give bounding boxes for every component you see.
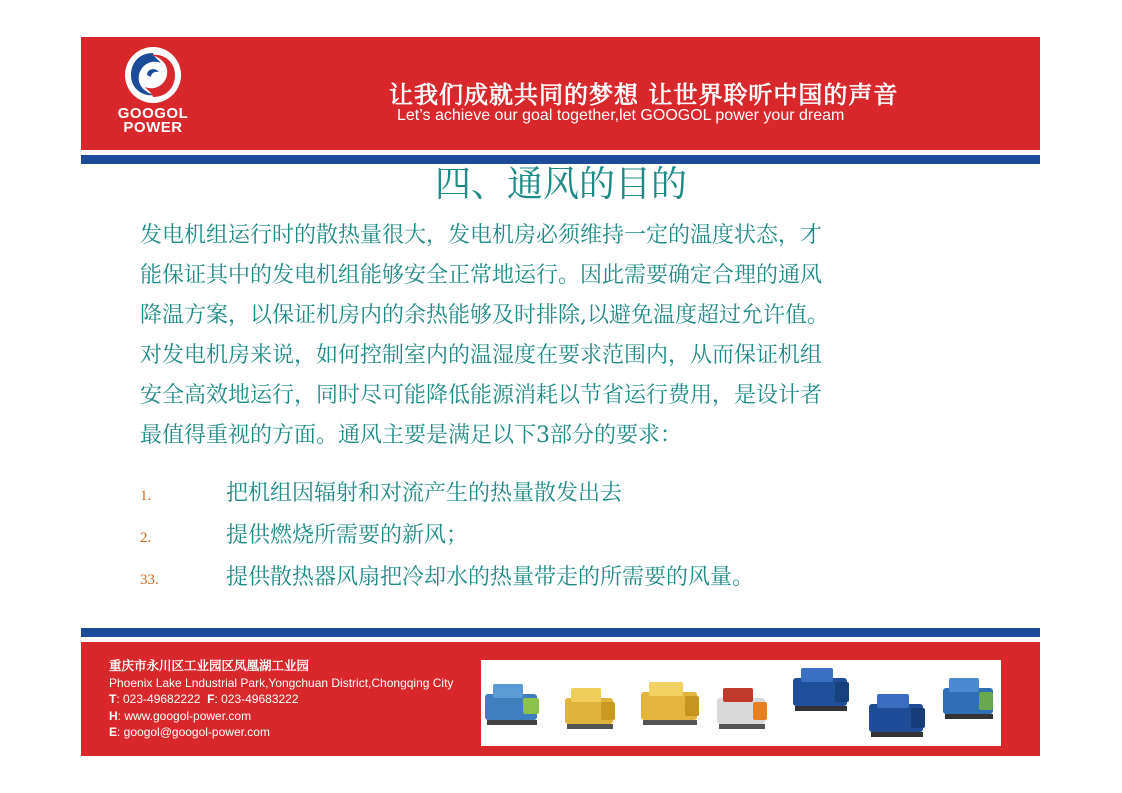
list-number: 2.: [140, 530, 152, 546]
paragraph-line: 最值得重视的方面。通风主要是满足以下3部分的要求：: [140, 423, 682, 448]
paragraph-line: 对发电机房来说，如何控制室内的温湿度在要求范围内，从而保证机组: [140, 343, 823, 368]
footer-banner: [81, 642, 1040, 756]
swirl-logo-icon: [125, 47, 181, 103]
body-paragraph: [140, 216, 990, 456]
list-text: 提供散热器风扇把冷却水的热量带走的所需要的风量。: [226, 565, 755, 590]
paragraph-line: 能保证其中的发电机组能够安全正常地运行。因此需要确定合理的通风: [140, 263, 823, 288]
generator-image: [793, 668, 849, 711]
footer-divider-blue: [81, 628, 1040, 637]
contact-block: [109, 658, 453, 741]
list-item: [140, 560, 1020, 596]
list-item: [140, 476, 1020, 512]
generator-products-panel: [481, 660, 1001, 746]
website-line: H: www.googol-power.com: [109, 708, 252, 723]
generator-set-images: [481, 660, 1001, 746]
generator-image: [869, 694, 925, 737]
header-banner: [81, 37, 1040, 150]
paragraph-line: 降温方案，以保证机房内的余热能够及时排除,以避免温度超过允许值。: [140, 303, 829, 328]
address-english: Phoenix Lake Lndustrial Park,Yongchuan District,Chongqing City: [109, 675, 454, 690]
paragraph-line: 发电机组运行时的散热量很大，发电机房必须维持一定的温度状态，才: [140, 223, 823, 248]
slide-title: 四、通风的目的: [434, 164, 687, 205]
generator-image: [717, 688, 767, 729]
address-chinese: 重庆市永川区工业园区凤凰湖工业园: [109, 659, 310, 673]
slogan-chinese: 让我们成就共同的梦想 让世界聆听中国的声音: [389, 81, 899, 109]
list-item: [140, 518, 1020, 554]
list-text: 提供燃烧所需要的新风；: [226, 523, 469, 548]
slogan-english: Let’s achieve our goal together,let GOOGOL power your dream: [397, 107, 845, 124]
generator-image: [565, 688, 615, 729]
generator-image: [485, 684, 539, 725]
phone-fax-line: T: 023-49682222 F: 023-49683222: [109, 692, 299, 706]
generator-image: [641, 682, 699, 725]
email-line: E: googol@googol-power.com: [109, 725, 270, 739]
generator-image: [943, 678, 993, 719]
logo-wordmark: GOOGOL POWER: [117, 105, 189, 136]
list-number: 33.: [140, 572, 159, 588]
googol-power-logo: [105, 45, 201, 145]
paragraph-line: 安全高效地运行，同时尽可能降低能源消耗以节省运行费用，是设计者: [140, 383, 823, 408]
list-text: 把机组因辐射和对流产生的热量散发出去: [226, 481, 623, 506]
list-number: 1.: [140, 488, 152, 504]
